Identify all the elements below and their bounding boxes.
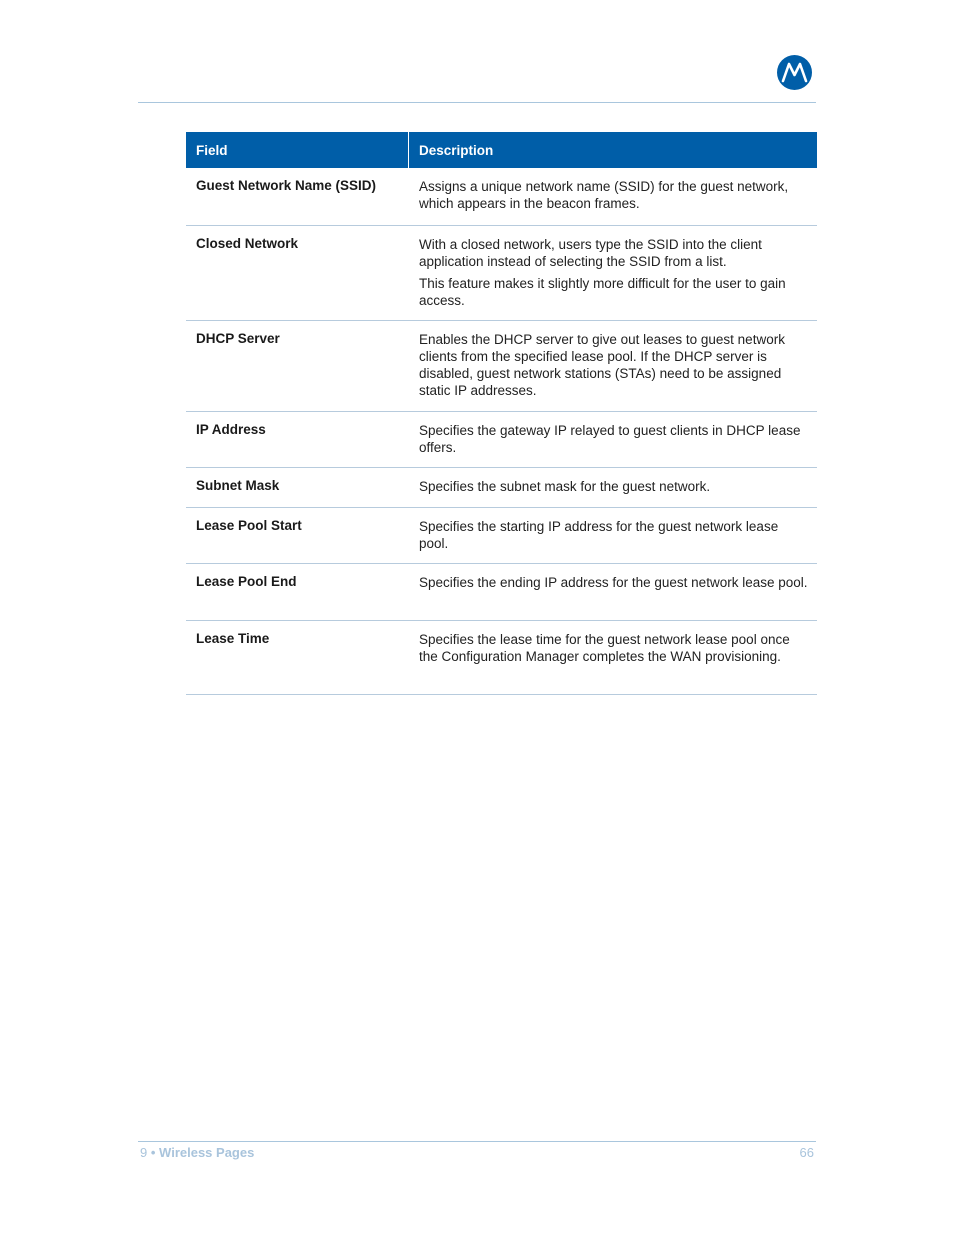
table-row <box>186 468 817 508</box>
description-text: Specifies the gateway IP relayed to guest clients in DHCP lease offers. <box>419 423 801 455</box>
description-text: With a closed network, users type the SSID into the client application instead of selecting the SSID from a list. <box>419 237 762 269</box>
description-text: Specifies the lease time for the guest network lease pool once the Configuration Manager completes the WAN provisioning. <box>419 632 790 664</box>
field-name: Lease Pool End <box>196 574 297 589</box>
table-row <box>186 508 817 564</box>
field-name: DHCP Server <box>196 331 280 346</box>
footer-bullet: • <box>150 1145 156 1160</box>
header-field: Field <box>186 132 409 168</box>
field-name: Closed Network <box>196 236 299 251</box>
field-description <box>409 564 817 620</box>
description-text: Specifies the starting IP address for the guest network lease pool. <box>419 519 779 551</box>
description-text: Enables the DHCP server to give out leases to guest network clients from the specified lease pool. If the DHCP server is disabled, guest network stations (STAs) need to be assigned static IP addresses. <box>419 332 785 398</box>
field-description-table <box>186 132 817 695</box>
table-header-row <box>186 132 817 168</box>
description-text: This feature makes it slightly more difficult for the user to gain access. <box>419 276 786 308</box>
field-description <box>409 168 817 225</box>
chapter-number: 9 <box>140 1145 148 1160</box>
field-name: Lease Time <box>196 631 270 646</box>
field-description <box>409 321 817 411</box>
field-description <box>409 621 817 694</box>
table-row <box>186 564 817 621</box>
description-text: Assigns a unique network name (SSID) for the guest network, which appears in the beacon frames. <box>419 179 789 211</box>
header-divider <box>138 102 816 103</box>
field-description <box>409 468 817 507</box>
field-description <box>409 412 817 467</box>
description-text: Specifies the ending IP address for the guest network lease pool. <box>419 575 808 590</box>
table-row <box>186 226 817 321</box>
footer-divider <box>138 1141 816 1142</box>
motorola-logo-icon <box>777 55 812 90</box>
field-name: IP Address <box>196 422 266 437</box>
description-text: Specifies the subnet mask for the guest network. <box>419 479 711 494</box>
table-row <box>186 168 817 226</box>
field-name: Lease Pool Start <box>196 518 302 533</box>
field-name: Subnet Mask <box>196 478 280 493</box>
section-title: Wireless Pages <box>159 1145 255 1160</box>
page-number: 66 <box>799 1145 814 1160</box>
footer-section-label <box>140 1145 254 1160</box>
header-description: Description <box>419 142 494 158</box>
table-row <box>186 321 817 412</box>
table-row <box>186 412 817 468</box>
field-description <box>409 226 817 320</box>
field-description <box>409 508 817 563</box>
table-row <box>186 621 817 695</box>
field-name: Guest Network Name (SSID) <box>196 178 377 193</box>
